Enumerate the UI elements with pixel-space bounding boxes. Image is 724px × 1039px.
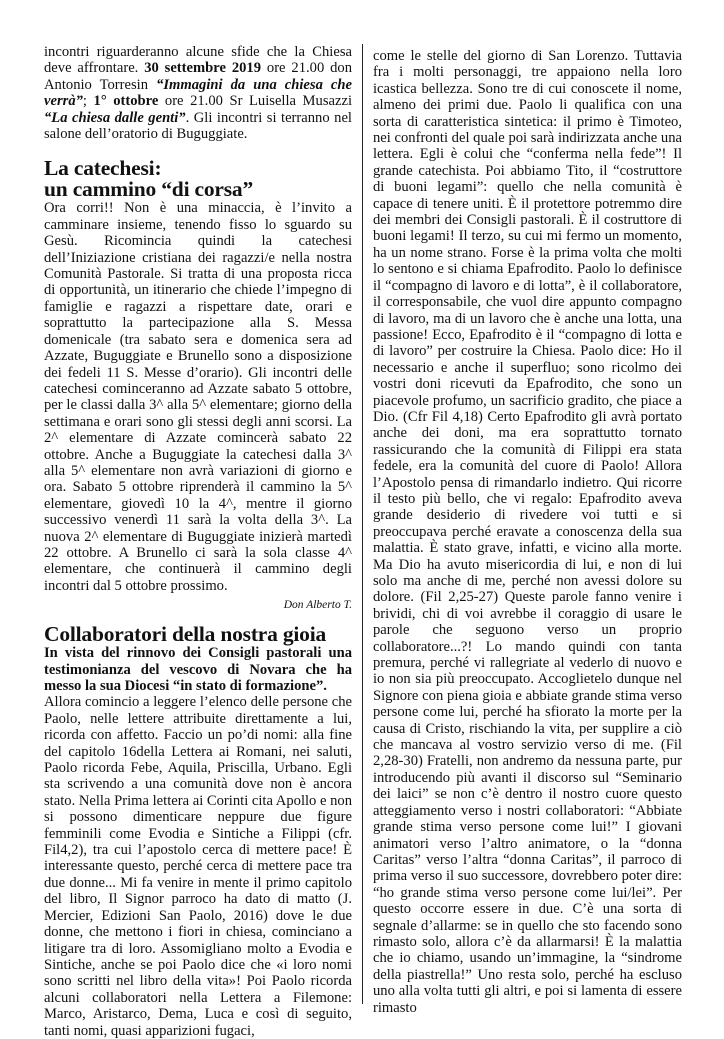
- collaboratori-headline: Collaboratori della nostra gioia: [44, 622, 327, 647]
- collaboratori-lead: In vista del rinnovo dei Consigli pastorali una testimonianza del vescovo di Novara che ha messo la sua Diocesi “in stato di formazione”.: [44, 645, 352, 694]
- catechesi-body: Ora corri!! Non è una minaccia, è l’invito a camminare insieme, tenendo fisso lo sguardo su Gesù. Ricomincia quindi la catechesi dell’Iniziazione cristiana dei ragazzi/e nella nostra Comunità Pastorale. Si tratta di una proposta ricca di opportunità, un itinerario che chiede l’impegno di famiglie e ragazzi a rispettare date, orari e soprattutto la partecipazione alla S. Messa domenicale (tra sabato sera e domenica sera ad Azzate, Buguggiate e Brunello sono a disposizione dei fedeli 11 S. Messe d’orario). Gli incontri delle catechesi cominceranno ad Azzate sabato 5 ottobre, per le classi dalla 3^ alla 5^ elementare; giorno della settimana e orari sono gli stessi degli anni scorsi. La 2^ elementare di Azzate comincerà sabato 22 ottobre. Anche a Buguggiate la catechesi dalla 3^ alla 5^ elementare non avrà variazioni di giorno e ora. Sabato 5 ottobre riprenderà il cammino la 5^ elementare, giovedì 10 la 4^, mentre il giorno successivo venerdì 11 sarà la volta della 3^. La nuova 2^ elementare di Buguggiate inizierà martedì 22 ottobre. A Brunello ci sarà la sola classe 4^ elementare, che continuerà il cammino degli incontri dal 5 ottobre prossimo.: [44, 200, 352, 594]
- collaboratori-body-right: come le stelle del giorno di San Lorenzo. Tuttavia fra i molti personaggi, tre appaiono nella loro icastica bellezza. Sono tre di cui conoscete il nome, almeno dei primi due. Paolo li qualifica con una sorta di caratteristica sintetica: il primo è Timoteo, nei confronti del quale poi sarà indirizzata anche una lettera. Egli è colui che “conferma nella fede”! Il grande catechista. Poi abbiamo Tito, il “costruttore di buoni legami”: quello che nella comunità è capace di tenere uniti. È il protettore potremmo dire dei membri dei Consigli pastorali. È il costruttore di buoni legami! Il terzo, su cui mi fermo un momento, ha un nome strano. Forse è la prima volta che molti lo sentono e si chiama Epafrodito. Paolo lo definisce il “compagno di lavoro e di lotta”, è il collaboratore, il corresponsabile, che vuol dire appunto compagno di lavoro, ma di un lavoro che è anche una lotta, una passione! Ecco, Epafrodito è il “compagno di lotta e di lavoro” per costruire la Chiesa. Paolo dice: Ho il necessario e anche il superfluo; sono ricolmo dei vostri doni ricevuti da Epafrodito, che sono un piacevole profumo, un sacrificio gradito, che piace a Dio. (Cfr Fil 4,18) Certo Epafrodito gli avrà portato anche dei doni, ma era soprattutto tornato rassicurando che la comunità di Filippi era stata fedele, era la comunità del cuore di Paolo! Allora l’Apostolo pensa di rimandarlo indietro. Qui ricorre il testo più bello, che vi regalo: Epafrodito aveva grande desiderio di rivedere voi tutti e si preoccupava perché eravate a conoscenza della sua malattia. È stato grave, infatti, e vicino alla morte. Ma Dio ha avuto misericordia di lui, e non di lui solo ma anche di me, perché non avessi dolore su dolore. (Fil 2,25-27) Queste parole fanno venire i brividi, chi di voi avrebbe il coraggio di usare le parole che seguono verso un proprio collaboratore...?! Lo mando quindi con tanta premura, perché vi rallegriate al vederlo di nuovo e io non sia più preoccupato. Accoglietelo dunque nel Signore con piena gioia e abbiate grande stima verso persone come lui, perché ha sfiorato la morte per la causa di Cristo, rischiando la vita, per supplire a ciò che mancava al vostro servizio verso di me. (Fil 2,28-30) Fratelli, non andremo da nessuna parte, pur introducendo più avanti il discorso sul “Seminario dei laici” se non c’è dentro il nostro cuore questo atteggiamento verso i nostri collaboratori: “Abbiate grande stima verso persone come lui!” I giovani animatori verso l’altro animatore, o la “donna Caritas” verso l’altra “donna Caritas”, il parroco di prima verso il suo successore, dovrebbero poter dire: “ho grande stima verso persone come lui/lei”. Per questo occorre essere in due. C’è una sorta di segnale d’allarme: se in quello che sto facendo sono rimasto solo, allora c’è da allarmarsi! È la malattia che io chiamo, usando un’immagine, la “sindrome della piastrella!” Uno resta solo, perché ha escluso uno alla volta tutti gli altri, e poi si lamenta di essere rimasto: [373, 48, 682, 1016]
- intro-text-5: . Gli incontri si terranno nel salone dell’oratorio di Buguggiate.: [44, 109, 352, 143]
- catechesi-headline-line2: un cammino “di corsa”: [44, 177, 254, 202]
- catechesi-signature: Don Alberto T.: [283, 599, 352, 612]
- intro-date-1: 30 settembre 2019: [144, 60, 262, 77]
- collaboratori-body-left: Allora comincio a leggere l’elenco delle persone che Paolo, nelle lettere attribuite direttamente a lui, ricorda con affetto. Faccio un po’di nomi: alla fine del capitolo 16della Lettera ai Romani, nei saluti, Paolo ricorda Febe, Aquila, Priscilla, Urbano. Egli sta scrivendo a una comunità dove non è ancora stato. Nella Prima lettera ai Corinti cita Apollo e non si possono dimenticare neppure due figure femminili come Evodia e Sintiche a Filippi (cfr. Fil4,2), tra cui l’apostolo cerca di mettere pace! È interessante questo, perché cerca di mettere pace tra due donne... Mi fa venire in mente il primo capitolo del libro, Il Signor parroco ha dato di matto (J. Mercier, Edizioni San Paolo, 2016) dove le due donne, che mettono i fiori in chiesa, cominciano a litigare tra di loro. Assomigliano molto a Evodia e Sintiche, anche se poi Paolo dice che «i loro nomi sono scritti nel libro della vita»! Poi Paolo ricorda alcuni collaboratori nella Lettera a Filemone: Marco, Aristarco, Dema, Luca e così di seguito, tanti nomi, quasi apparizioni fugaci,: [44, 694, 353, 1039]
- catechesi-headline-line1: La catechesi:: [44, 156, 162, 181]
- intro-text-2: ore 21.00 don Antonio Torresin: [44, 60, 352, 93]
- intro-text-3: ;: [82, 93, 94, 110]
- left-column: [44, 44, 352, 1039]
- intro-title-1: “Immagini da una chiesa che verrà”: [44, 76, 352, 110]
- intro-title-2: “La chiesa dalle genti”: [44, 109, 186, 126]
- column-divider: [362, 44, 363, 1004]
- intro-paragraph: [44, 44, 352, 142]
- intro-text-1: incontri riguarderanno alcune sfide che la Chiesa deve affrontare.: [44, 44, 352, 77]
- right-column: [373, 48, 682, 1016]
- intro-text-4: ore 21.00 Sr Luisella Musazzi: [158, 93, 353, 110]
- catechesi-headline: [44, 158, 352, 200]
- intro-date-2: 1° ottobre: [93, 93, 159, 110]
